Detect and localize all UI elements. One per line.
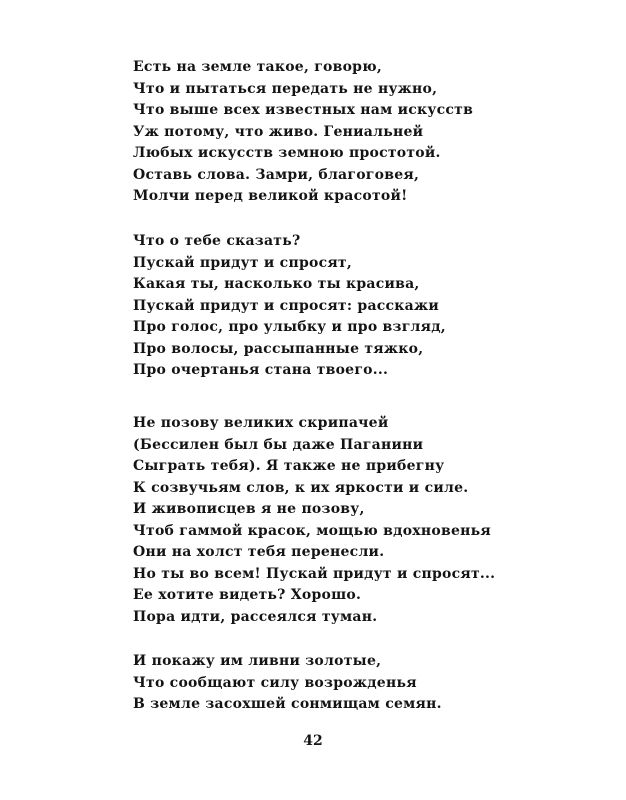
poem-stanza xyxy=(133,231,446,382)
poem-line: Они на холст тебя перенесли. xyxy=(133,544,385,560)
poem-line: К созвучьям слов, к их яркости и силе. xyxy=(133,479,469,496)
poem-line: Ее хотите видеть? Хорошо. xyxy=(133,587,362,603)
poem-line: Не позову великих скрипачей xyxy=(133,415,389,431)
poem-line: (Бессилен был бы даже Паганини xyxy=(133,436,424,453)
poem-stanza xyxy=(133,57,473,208)
poem-line: Пускай придут и спросят, xyxy=(133,254,352,271)
poem-line: Любых искусств земною простотой. xyxy=(133,145,441,161)
poem-line: Про голос, про улыбку и про взгляд, xyxy=(133,319,446,335)
page-number: 42 xyxy=(303,733,323,749)
poem-line: Сыграть тебя). Я также не прибегну xyxy=(133,458,445,474)
poem-line: Какая ты, насколько ты красива, xyxy=(133,276,420,292)
poem-line: Уж потому, что живо. Гениальней xyxy=(133,123,424,140)
poem-line: Чтоб гаммой красок, мощью вдохновенья xyxy=(133,522,491,539)
poem-stanza xyxy=(133,651,442,716)
poem-line: Есть на земле такое, говорю, xyxy=(133,59,382,75)
poem-line: Что о тебе сказать? xyxy=(133,233,301,249)
poem-stanza xyxy=(133,413,495,628)
poem-line: Что выше всех известных нам искусств xyxy=(133,102,474,118)
poem-line: Молчи перед великой красотой! xyxy=(133,188,408,204)
poem-line: Про очертанья стана твоего... xyxy=(133,362,389,378)
poem-line: В земле засохшей сонмищам семян. xyxy=(133,696,442,712)
poem-line: Что сообщают силу возрожденья xyxy=(133,674,417,691)
poem-line: Пускай придут и спросят: расскажи xyxy=(133,297,440,314)
poem-line: Но ты во всем! Пускай придут и спросят... xyxy=(133,565,496,582)
poem-line: Пора идти, рассеялся туман. xyxy=(133,608,378,625)
poem-line: И живописцев я не позову, xyxy=(133,501,365,517)
poem-line: И покажу им ливни золотые, xyxy=(133,653,382,669)
poem-line: Что и пытаться передать не нужно, xyxy=(133,80,438,97)
poem-line: Оставь слова. Замри, благоговея, xyxy=(133,166,420,183)
poem-line: Про волосы, рассыпанные тяжко, xyxy=(133,340,424,357)
